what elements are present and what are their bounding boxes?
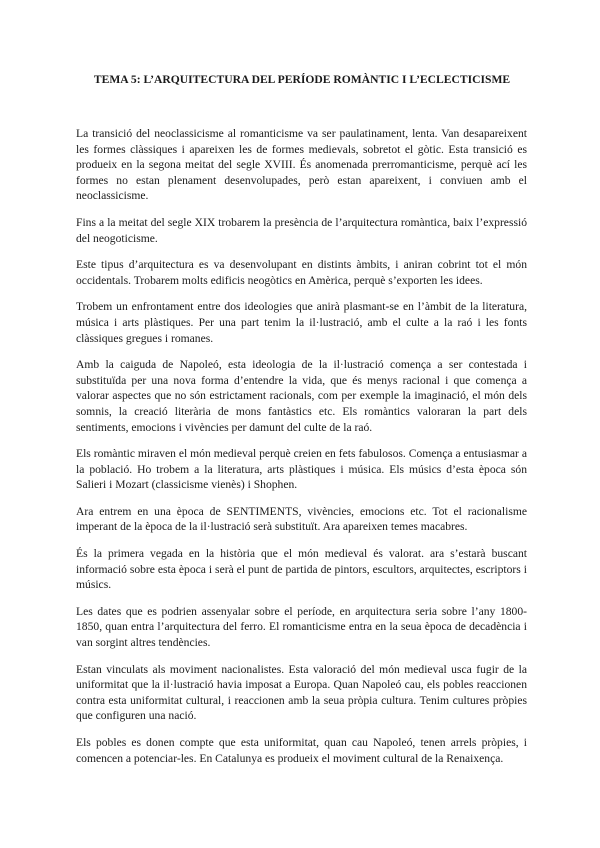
paragraph-5: Amb la caiguda de Napoleó, esta ideologia de la il·lustració comença a ser contestada i substituïda per una nova forma d’entendre la vida, que és menys racional i que comença a valorar aspectes que no són estrictament racionals, com per exemple la imaginació, el món dels somnis, la creació literària de mons fantàstics etc. Els romàntics valoraran la part dels sentiments, emocions i vivències per damunt del culte de la raó. bbox=[76, 358, 527, 434]
paragraph-3: Este tipus d’arquitectura es va desenvolupant en distints àmbits, i aniran cobrint tot el món occidentals. Trobarem molts edificis neogòtics en Amèrica, perquè s’exporten les idees. bbox=[76, 258, 527, 287]
document-title: TEMA 5: L’ARQUITECTURA DEL PERÍODE ROMÀNTIC I L’ECLECTICISME bbox=[93, 73, 511, 86]
paragraph-6: Els romàntic miraven el món medieval perquè creien en fets fabulosos. Comença a entusiasmar a la població. Ho trobem a la literatura, arts plàstiques i música. Els músics d’esta època són Salieri i Mozart (classicisme vienès) i Shophen. bbox=[76, 447, 527, 492]
document-body bbox=[76, 126, 527, 777]
paragraph-4: Trobem un enfrontament entre dos ideologies que anirà plasmant-se en l’àmbit de la literatura, música i arts plàstiques. Per una part tenim la il·lustració, amb el culte a la raó i les fonts clàssiques gregues i romanes. bbox=[76, 300, 527, 345]
paragraph-7: Ara entrem en una època de SENTIMENTS, vivències, emocions etc. Tot el racionalisme imperant de la època de la il·lustració serà substituït. Ara apareixen temes macabres. bbox=[76, 504, 527, 534]
paragraph-10: Estan vinculats als moviment nacionalistes. Esta valoració del món medieval usca fugir de la uniformitat que la il·lustració havia imposat a Europa. Quan Napoleó cau, els pobles reaccionen contra esta uniformitat cultural, i reaccionen amb la seua pròpia cultura. Tenim cultures pròpies que configuren una nació. bbox=[76, 662, 527, 723]
paragraph-8: És la primera vegada en la història que el món medieval és valorat. ara s’estarà buscant informació sobre esta època i serà el punt de partida de pintors, escultors, arquitectes, escriptors i músics. bbox=[76, 547, 527, 592]
paragraph-2: Fins a la meitat del segle XIX trobarem la presència de l’arquitectura romàntica, baix l’expressió del neogoticisme. bbox=[76, 215, 527, 245]
paragraph-9: Les dates que es podrien assenyalar sobre el període, en arquitectura seria sobre l’any 1800-1850, quan entra l’arquitectura del ferro. El romanticisme entra en la seua època de decadència i van sorgint altres tendències. bbox=[76, 604, 527, 650]
paragraph-1: La transició del neoclassicisme al romanticisme va ser paulatinament, lenta. Van desapareixent les formes clàssiques i apareixen les de formes medievals, sobretot el gòtic. Esta transició es produeix en la segona meitat del segle XVIII. És anomenada prerromanticisme, perquè ací les formes no estan plenament desenvolupades, però estan apareixent, i conviuen amb el neoclassicisme. bbox=[76, 127, 527, 203]
paragraph-11: Els pobles es donen compte que esta uniformitat, quan cau Napoleó, tenen arrels pròpies, i comencen a potenciar-les. En Catalunya es produeix el moviment cultural de la Renaixença. bbox=[76, 736, 527, 765]
